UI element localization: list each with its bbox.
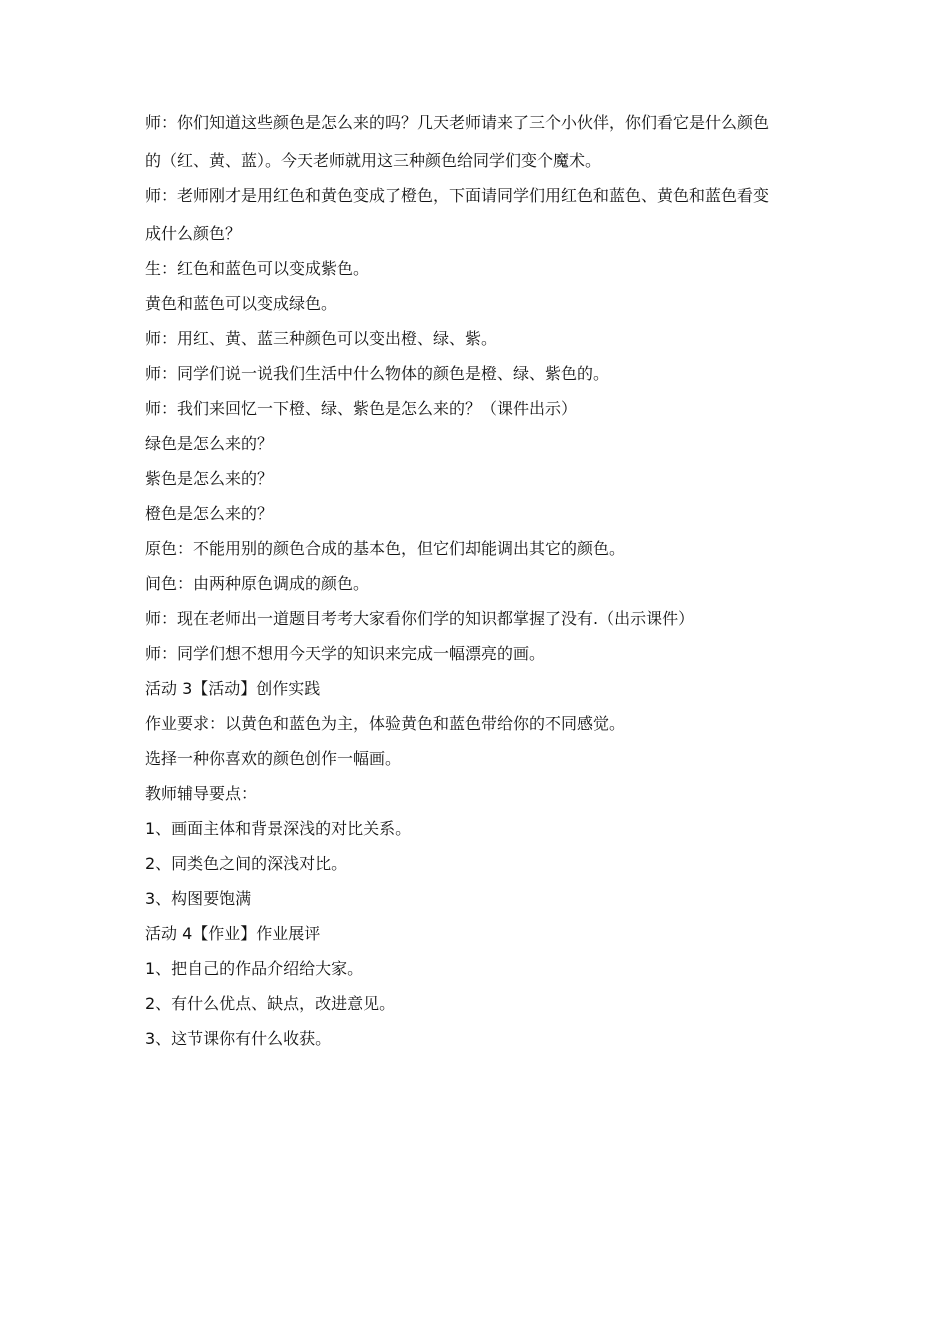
text-line-16: 师：同学们想不想用今天学的知识来完成一幅漂亮的画。 (145, 644, 546, 663)
text-line-13: 原色：不能用别的颜色合成的基本色，但它们却能调出其它的颜色。 (145, 539, 626, 558)
text-line-20: 教师辅导要点： (145, 784, 258, 803)
text-line-19: 选择一种你喜欢的颜色创作一幅画。 (145, 749, 402, 768)
text-line-6: 黄色和蓝色可以变成绿色。 (145, 294, 338, 313)
text-line-9: 师：我们来回忆一下橙、绿、紫色是怎么来的？（课件出示） (145, 399, 578, 418)
list-item-2: 2、同类色之间的深浅对比。 (145, 854, 348, 873)
text-line-2: 的（红、黄、蓝）。今天老师就用这三种颜色给同学们变个魔术。 (145, 151, 602, 170)
list-item-4: 1、把自己的作品介绍给大家。 (145, 959, 364, 978)
section-heading-activity-4: 活动 4【作业】作业展评 (145, 924, 321, 943)
document-body (145, 113, 815, 1064)
text-line-11: 紫色是怎么来的？ (145, 469, 274, 488)
text-line-1: 师：你们知道这些颜色是怎么来的吗？几天老师请来了三个小伙伴，你们看它是什么颜色 (145, 113, 770, 132)
text-line-4: 成什么颜色？ (145, 224, 242, 243)
list-item-1: 1、画面主体和背景深浅的对比关系。 (145, 819, 412, 838)
list-item-6: 3、这节课你有什么收获。 (145, 1029, 332, 1048)
text-line-7: 师：用红、黄、蓝三种颜色可以变出橙、绿、紫。 (145, 329, 498, 348)
text-line-3: 师：老师刚才是用红色和黄色变成了橙色，下面请同学们用红色和蓝色、黄色和蓝色看变 (145, 186, 770, 205)
text-line-8: 师：同学们说一说我们生活中什么物体的颜色是橙、绿、紫色的。 (145, 364, 610, 383)
text-line-18: 作业要求：以黄色和蓝色为主，体验黄色和蓝色带给你的不同感觉。 (145, 714, 626, 733)
list-item-5: 2、有什么优点、缺点，改进意见。 (145, 994, 396, 1013)
text-line-10: 绿色是怎么来的？ (145, 434, 274, 453)
text-line-12: 橙色是怎么来的？ (145, 504, 274, 523)
section-heading-activity-3: 活动 3【活动】创作实践 (145, 679, 321, 698)
list-item-3: 3、构图要饱满 (145, 889, 252, 908)
text-line-15: 师：现在老师出一道题目考考大家看你们学的知识都掌握了没有.（出示课件） (145, 609, 695, 628)
text-line-14: 间色：由两种原色调成的颜色。 (145, 574, 370, 593)
text-line-5: 生：红色和蓝色可以变成紫色。 (145, 259, 370, 278)
